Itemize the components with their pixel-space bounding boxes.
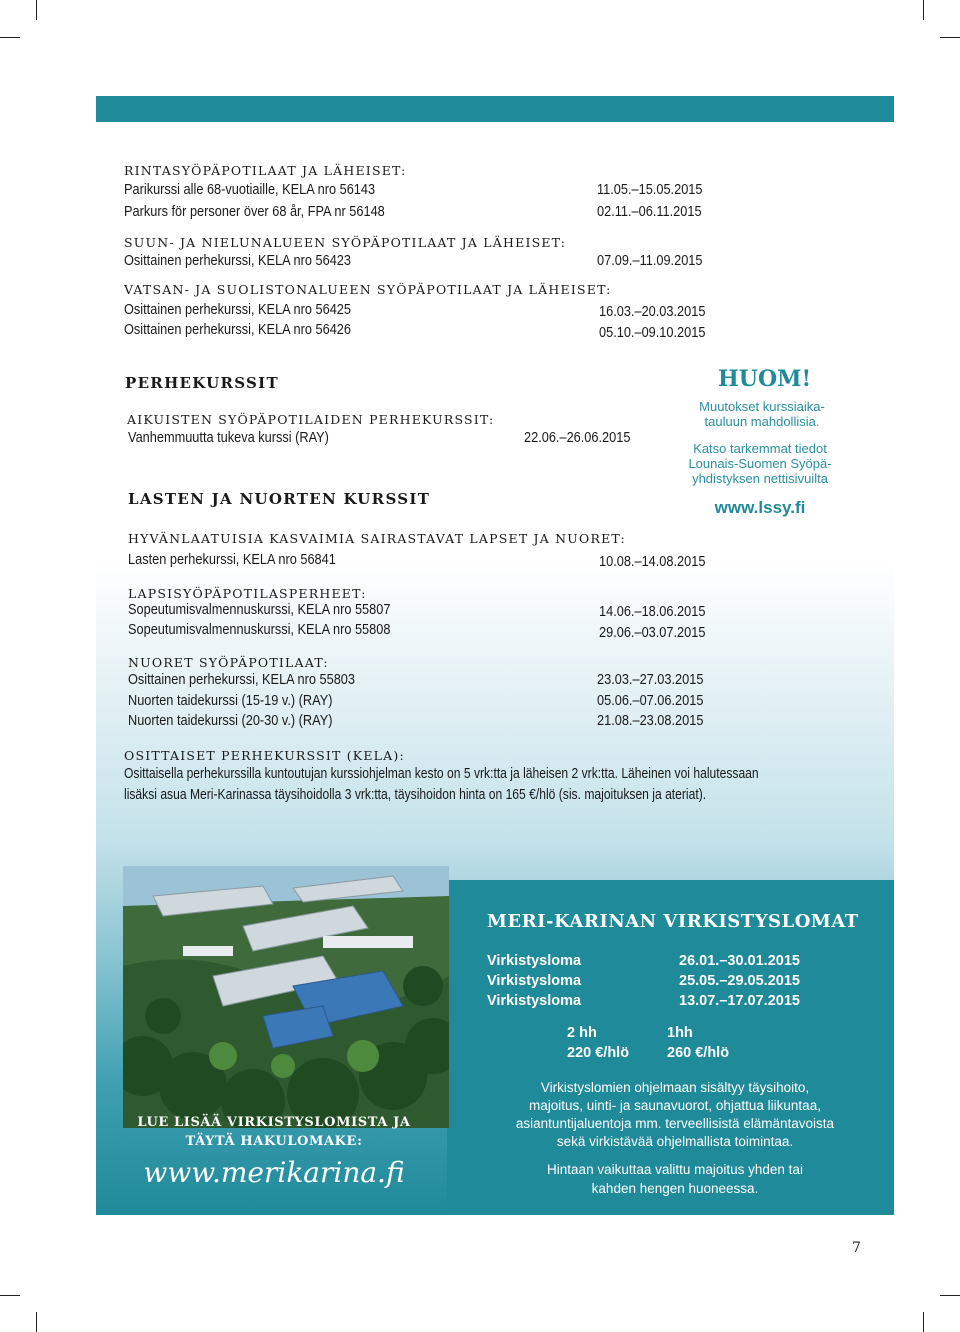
- crop-mark: [36, 0, 37, 20]
- course-name: Sopeutumisvalmennuskurssi, KELA nro 55808: [128, 622, 391, 638]
- body-text: lisäksi asua Meri-Karinassa täysihoidolla 3 vrk:tta, täysihoidon hinta on 165 €/hlö (sis. majoituksen ja ateriat).: [124, 787, 707, 803]
- cta-text: LUE LISÄÄ VIRKISTYSLOMISTA JA: [137, 1115, 411, 1130]
- lssy-link[interactable]: www.lssy.fi: [714, 498, 806, 517]
- page-number: 7: [852, 1240, 861, 1256]
- program-text: Virkistyslomien ohjelmaan sisältyy täysihoito,: [540, 1080, 810, 1095]
- notice-text: Lounais-Suomen Syöpä-: [688, 456, 832, 471]
- course-date: 22.06.–26.06.2015: [524, 430, 631, 446]
- course-date: 11.05.–15.05.2015: [597, 182, 703, 198]
- program-text: sekä virkistävää ohjelmallista toimintaa.: [556, 1134, 794, 1149]
- course-date: 07.09.–11.09.2015: [597, 253, 703, 269]
- notice-text: yhdistyksen nettisivuilta: [692, 471, 828, 486]
- course-date: 29.06.–03.07.2015: [599, 625, 706, 641]
- course-name: Parikurssi alle 68-vuotiaille, KELA nro 56143: [124, 182, 376, 198]
- course-name: Sopeutumisvalmennuskurssi, KELA nro 55807: [128, 602, 391, 618]
- section-heading: SUUN- JA NIELUNALUEEN SYÖPÄPOTILAAT JA LÄHEISET:: [124, 235, 567, 250]
- room-price: 260 €/hlö: [667, 1045, 730, 1061]
- notice-text: Katso tarkemmat tiedot: [693, 441, 827, 456]
- aerial-photo-illustration: [123, 866, 449, 1128]
- section-heading: VATSAN- JA SUOLISTONALUEEN SYÖPÄPOTILAAT JA LÄHEISET:: [124, 282, 612, 297]
- section-title: LASTEN JA NUORTEN KURSSIT: [128, 490, 431, 508]
- price-note: Hintaan vaikuttaa valittu majoitus yhden tai: [547, 1162, 803, 1177]
- holiday-date: 13.07.–17.07.2015: [679, 993, 800, 1009]
- holiday-label: Virkistysloma: [487, 993, 582, 1009]
- course-name: Osittainen perhekurssi, KELA nro 56425: [124, 302, 351, 318]
- course-name: Vanhemmuutta tukeva kurssi (RAY): [128, 430, 329, 446]
- section-heading: LAPSISYÖPÄPOTILASPERHEET:: [128, 586, 367, 601]
- course-date: 21.08.–23.08.2015: [597, 713, 704, 729]
- course-date: 05.06.–07.06.2015: [597, 693, 704, 709]
- section-heading: AIKUISTEN SYÖPÄPOTILAIDEN PERHEKURSSIT:: [127, 412, 495, 427]
- body-text: Osittaisella perhekurssilla kuntoutujan kurssiohjelman kesto on 5 vrk:tta ja läheisen 2 vrk:tta. Läheinen voi halutessaan: [124, 766, 759, 782]
- crop-mark: [36, 1312, 37, 1332]
- course-name: Lasten perhekurssi, KELA nro 56841: [128, 552, 336, 568]
- notice-text: tauluun mahdollisia.: [704, 414, 820, 429]
- crop-mark: [940, 37, 960, 38]
- room-type: 1hh: [667, 1025, 693, 1041]
- section-heading: RINTASYÖPÄPOTILAAT JA LÄHEISET:: [124, 163, 407, 178]
- section-heading: OSITTAISET PERHEKURSSIT (KELA):: [124, 748, 405, 763]
- holiday-date: 26.01.–30.01.2015: [679, 953, 800, 969]
- section-heading: HYVÄNLAATUISIA KASVAIMIA SAIRASTAVAT LAPSET JA NUORET:: [128, 531, 626, 546]
- notice-text: Muutokset kurssiaika-: [699, 399, 825, 414]
- program-text: asiantuntijaluentoja mm. terveellisistä elämäntavoista: [515, 1116, 835, 1131]
- room-type: 2 hh: [567, 1025, 597, 1041]
- cta-text: TÄYTÄ HAKULOMAKE:: [185, 1134, 363, 1149]
- crop-mark: [0, 1295, 20, 1296]
- resort-photo: [123, 866, 449, 1128]
- section-title: PERHEKURSSIT: [125, 374, 279, 392]
- holiday-date: 25.05.–29.05.2015: [679, 973, 800, 989]
- course-name: Nuorten taidekurssi (15-19 v.) (RAY): [128, 693, 333, 709]
- crop-mark: [923, 0, 924, 20]
- program-text: majoitus, uinti- ja saunavuorot, ohjattua liikuntaa,: [529, 1098, 821, 1113]
- course-name: Nuorten taidekurssi (20-30 v.) (RAY): [128, 713, 333, 729]
- course-name: Osittainen perhekurssi, KELA nro 55803: [128, 672, 355, 688]
- crop-mark: [940, 1295, 960, 1296]
- course-name: Osittainen perhekurssi, KELA nro 56426: [124, 322, 351, 338]
- course-date: 02.11.–06.11.2015: [597, 204, 702, 220]
- price-note: kahden hengen huoneessa.: [591, 1181, 759, 1196]
- room-price: 220 €/hlö: [567, 1045, 630, 1061]
- course-date: 05.10.–09.10.2015: [599, 325, 706, 341]
- course-name: Parkurs för personer över 68 år, FPA nr 56148: [124, 204, 385, 220]
- course-date: 10.08.–14.08.2015: [599, 554, 706, 570]
- crop-mark: [923, 1312, 924, 1332]
- course-date: 16.03.–20.03.2015: [599, 304, 706, 320]
- notice-title: HUOM!: [718, 366, 812, 392]
- holiday-label: Virkistysloma: [487, 953, 582, 969]
- header-bar: [96, 96, 894, 122]
- course-name: Osittainen perhekurssi, KELA nro 56423: [124, 253, 351, 269]
- merikarina-title: MERI-KARINAN VIRKISTYSLOMAT: [487, 911, 859, 932]
- crop-mark: [0, 37, 20, 38]
- section-heading: NUORET SYÖPÄPOTILAAT:: [128, 655, 329, 670]
- merikarina-link[interactable]: www.merikarina.fi: [143, 1156, 405, 1189]
- course-date: 23.03.–27.03.2015: [597, 672, 704, 688]
- course-date: 14.06.–18.06.2015: [599, 604, 706, 620]
- holiday-label: Virkistysloma: [487, 973, 582, 989]
